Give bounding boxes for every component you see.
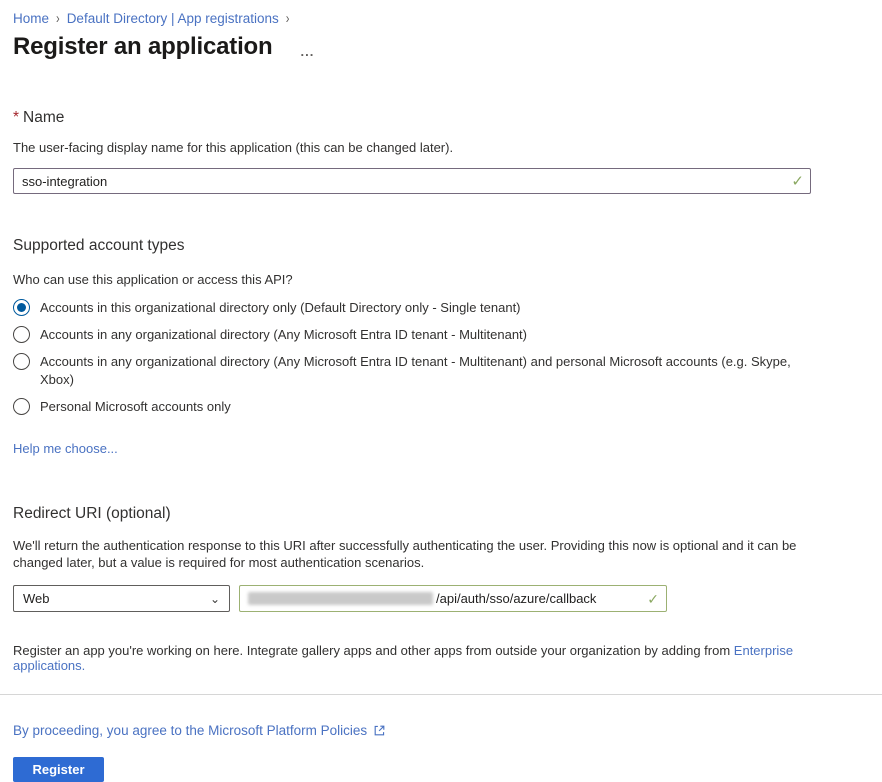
redirect-uri-heading: Redirect URI (optional)	[13, 505, 171, 522]
radio-icon[interactable]	[13, 299, 30, 316]
radio-option-label: Accounts in this organizational directory only (Default Directory only - Single tenant)	[40, 300, 521, 315]
more-options-icon[interactable]: ...	[300, 43, 315, 59]
radio-icon[interactable]	[13, 326, 30, 343]
radio-icon[interactable]	[13, 398, 30, 415]
breadcrumb-separator-icon: ›	[285, 10, 290, 27]
radio-option-personal-only[interactable]	[13, 398, 803, 416]
radio-option-multitenant-personal[interactable]	[13, 353, 803, 389]
platform-select[interactable]	[13, 585, 230, 612]
page-header	[13, 33, 882, 61]
account-types-radio-group	[13, 299, 868, 416]
enterprise-applications-link[interactable]: Enterprise applications.	[13, 643, 794, 673]
register-button[interactable]: Register	[13, 757, 104, 782]
platform-policies-link[interactable]: By proceeding, you agree to the Microsoft Platform Policies	[13, 723, 368, 738]
breadcrumb-app-registrations-link[interactable]: Default Directory | App registrations	[66, 11, 279, 26]
required-marker: *	[13, 109, 20, 126]
redacted-uri-prefix	[248, 592, 433, 605]
radio-icon[interactable]	[13, 353, 30, 370]
help-me-choose-link[interactable]: Help me choose...	[13, 441, 118, 456]
name-description: The user-facing display name for this application (this can be changed later).	[13, 140, 454, 155]
name-field-wrap	[13, 168, 811, 194]
chevron-down-icon: ⌄	[209, 591, 220, 606]
radio-option-label: Personal Microsoft accounts only	[40, 399, 231, 414]
name-label: Name	[23, 109, 65, 126]
radio-option-label: Accounts in any organizational directory (Any Microsoft Entra ID tenant - Multitenant) and personal Microsoft accounts (e.g. Skype, Xbox)	[40, 354, 791, 387]
redirect-uri-input[interactable]	[239, 585, 667, 612]
page-title: Register an application	[13, 33, 273, 60]
breadcrumb-home-link[interactable]: Home	[13, 11, 50, 26]
name-section-heading	[13, 109, 868, 127]
radio-option-single-tenant[interactable]	[13, 299, 803, 317]
account-types-heading: Supported account types	[13, 237, 185, 254]
breadcrumb-separator-icon: ›	[56, 10, 60, 27]
breadcrumb	[0, 0, 882, 26]
footer-divider	[0, 694, 882, 695]
redirect-uri-description: We'll return the authentication response to this URI after successfully authenticating the user. Providing this now is optional and it can be changed later, but a value is required for most authentication scenarios.	[13, 538, 797, 570]
platform-select-value: Web	[23, 591, 50, 606]
radio-option-label: Accounts in any organizational directory (Any Microsoft Entra ID tenant - Multitenant)	[40, 327, 527, 342]
policy-row	[13, 723, 882, 738]
redirect-uri-path: /api/auth/sso/azure/callback	[436, 591, 597, 606]
name-input[interactable]	[13, 168, 811, 194]
account-types-question: Who can use this application or access this API?	[13, 272, 293, 287]
radio-option-multitenant[interactable]	[13, 326, 803, 344]
redirect-uri-row	[13, 585, 868, 612]
external-link-icon	[373, 724, 386, 737]
register-note-text: Register an app you're working on here. Integrate gallery apps and other apps from outside your organization by adding from	[13, 643, 734, 658]
valid-checkmark-icon: ✓	[791, 173, 804, 190]
register-note	[13, 643, 868, 673]
valid-checkmark-icon: ✓	[647, 591, 659, 607]
